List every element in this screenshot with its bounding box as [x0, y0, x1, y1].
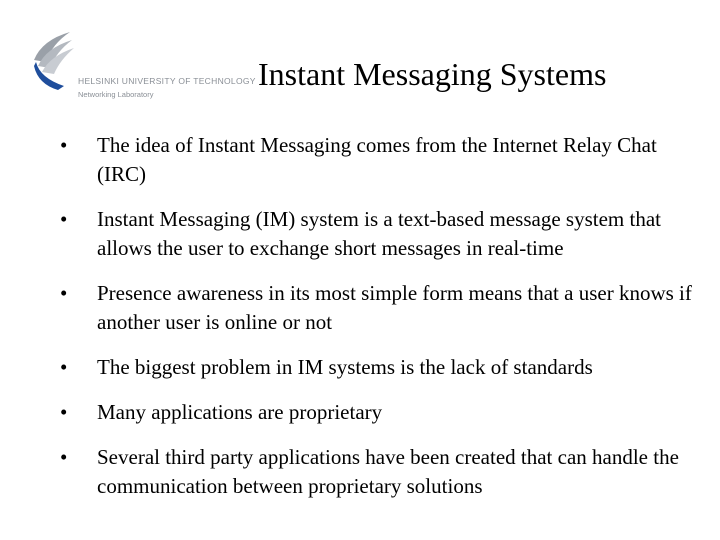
bullet-item: [58, 131, 698, 189]
bullet-list: [58, 131, 698, 501]
bullet-text: Several third party applications have been created that can handle the communication between proprietary solutions: [97, 445, 679, 498]
bullet-icon: •: [60, 400, 68, 424]
bullet-text: Presence awareness in its most simple form means that a user knows if another user is online or not: [97, 281, 692, 334]
bullet-item: [58, 279, 698, 337]
university-name: HELSINKI UNIVERSITY OF TECHNOLOGY: [78, 76, 256, 86]
bullet-text: The idea of Instant Messaging comes from the Internet Relay Chat (IRC): [97, 133, 657, 186]
laboratory-name: Networking Laboratory: [78, 90, 154, 99]
bullet-text: Many applications are proprietary: [97, 400, 383, 424]
bullet-icon: •: [60, 281, 68, 305]
bullet-item: [58, 205, 698, 263]
university-logo: [30, 30, 256, 102]
slide-title: Instant Messaging Systems: [258, 56, 607, 92]
bullet-icon: •: [60, 445, 68, 469]
bullet-item: [58, 398, 698, 427]
bullet-item: [58, 353, 698, 382]
bullet-icon: •: [60, 133, 68, 157]
bullet-text: Instant Messaging (IM) system is a text-based message system that allows the user to exchange short messages in real-time: [97, 207, 661, 260]
bullet-item: [58, 443, 698, 501]
bullet-text: The biggest problem in IM systems is the lack of standards: [97, 355, 593, 379]
bullet-icon: •: [60, 207, 68, 231]
bullet-icon: •: [60, 355, 68, 379]
hut-logo-icon: [30, 30, 76, 90]
